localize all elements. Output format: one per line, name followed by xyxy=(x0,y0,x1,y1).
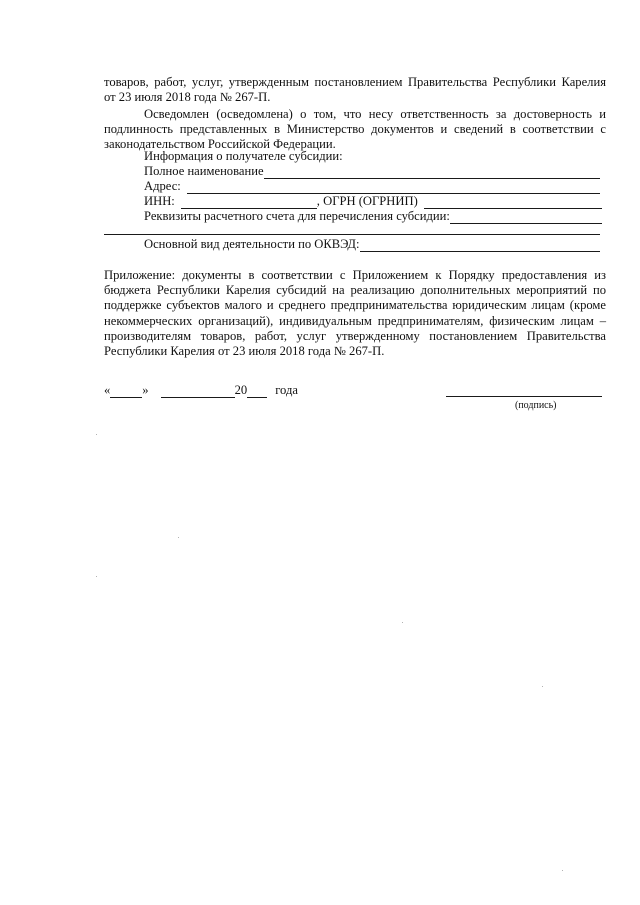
full-name-label: Полное наименование xyxy=(144,164,264,178)
inn-line[interactable] xyxy=(181,196,317,209)
intro-line-2: от 23 июля 2018 года № 267-П. xyxy=(104,90,271,105)
quote-open: « xyxy=(104,383,111,397)
okved-field[interactable] xyxy=(144,237,600,252)
intro-paragraph xyxy=(104,75,606,105)
inn-label: ИНН: xyxy=(144,194,175,208)
year-line[interactable] xyxy=(247,385,267,398)
scan-speck xyxy=(402,622,403,623)
appendix-paragraph: Приложение: документы в соответствии с Приложением к Порядку предоставления из бюджета Республики Карелия субсидий на реализацию дополнительных мероприятий по поддержке субъектов малого и среднего предпринимательства юридическим лицам (кроме некоммерческих организаций), индивидуальным предпринимателям, физическим лицам – производителям товаров, работ, услуг утвержденному постановлением Правительства Республики Карелия от 23 июля 2018 года № 267-П. xyxy=(104,268,606,359)
bank-details-label: Реквизиты расчетного счета для перечисления субсидии: xyxy=(144,209,450,223)
scan-speck xyxy=(96,576,97,577)
scan-speck xyxy=(178,537,179,538)
acknowledgement-paragraph: Осведомлен (осведомлена) о том, что несу ответственность за достоверность и подлинность представленных в Министерство документов и сведений в соответствии с законодательством Российской Федерации. xyxy=(104,107,606,152)
intro-line-1: товаров, работ, услуг, утвержденным постановлением Правительства Республики Карелия xyxy=(104,75,606,89)
quote-close: » xyxy=(142,383,149,397)
year-suffix: года xyxy=(275,383,298,397)
okved-line[interactable] xyxy=(360,239,600,252)
bank-details-line[interactable] xyxy=(450,211,602,224)
date-field[interactable] xyxy=(104,383,298,398)
full-name-field[interactable] xyxy=(144,164,600,179)
ogrn-line[interactable] xyxy=(424,196,602,209)
address-field[interactable] xyxy=(144,179,600,194)
address-line[interactable] xyxy=(187,181,600,194)
scan-speck xyxy=(542,686,543,687)
scan-speck xyxy=(96,434,97,435)
signature-caption: (подпись) xyxy=(515,400,557,411)
bank-details-continuation-line[interactable] xyxy=(104,234,600,235)
bank-details-field[interactable] xyxy=(144,209,602,224)
recipient-heading-text: Информация о получателе субсидии: xyxy=(144,149,343,163)
ogrn-label: , ОГРН (ОГРНИП) xyxy=(316,194,418,208)
scan-speck xyxy=(562,870,563,871)
signature-line[interactable] xyxy=(446,396,602,397)
full-name-line[interactable] xyxy=(264,166,600,179)
month-line[interactable] xyxy=(161,385,235,398)
inn-ogrn-field[interactable] xyxy=(144,194,602,209)
day-line[interactable] xyxy=(110,385,142,398)
address-label: Адрес: xyxy=(144,179,181,193)
year-prefix: 20 xyxy=(234,383,248,397)
recipient-heading xyxy=(144,149,343,164)
okved-label: Основной вид деятельности по ОКВЭД: xyxy=(144,237,360,251)
